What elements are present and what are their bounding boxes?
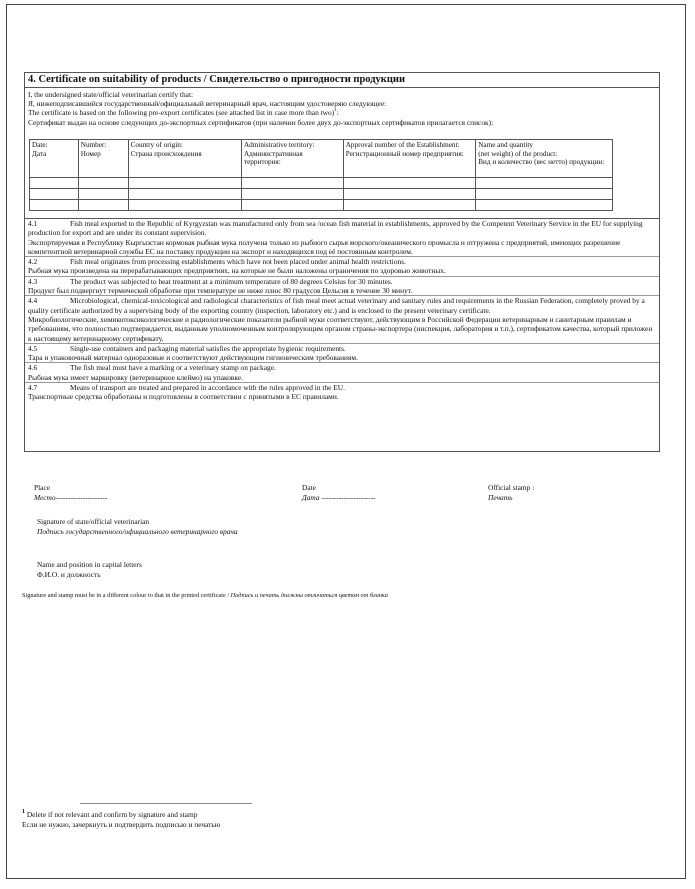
col-header-product: Name and quantity (net weight) of the product: Вид и количество (вес нетто) продукции:	[476, 140, 613, 178]
clause-text-en: Single-use containers and packaging material satisfies the appropriate hygienic requirements.	[70, 343, 346, 353]
signature-label-ru: Подпись государственного/официального ветеринарного врача	[37, 526, 238, 536]
table-cell	[30, 189, 79, 200]
colour-note-en: Signature and stamp must be in a different colour to that in the printed certificate /	[22, 592, 231, 599]
clauses-list	[25, 218, 659, 402]
clause-text-en: Means of transport are treated and prepared in accordance with the rules approved in the EU.	[70, 383, 345, 393]
clause-number: 4.3	[28, 276, 38, 286]
intro-text	[25, 88, 659, 127]
table-cell	[241, 189, 343, 200]
table-cell	[78, 178, 128, 189]
place-field	[34, 483, 107, 502]
clause-text-ru: Продукт был подвергнут термической обработке при температуре не ниже плюс 80 градусов Цельсия в течение 30 минут.	[28, 286, 413, 296]
clause-text-ru: Рыбная мука имеет маркировку (ветеринарное клеймо) на упаковке.	[28, 372, 243, 382]
col-header-territory: Administrative territory: Административная территория:	[241, 140, 343, 178]
name-position-label-ru: Ф.И.О. и должность	[37, 569, 101, 579]
footnote-text-ru: Если не нужно, зачеркнуть и подтвердить подписью и печатью	[22, 820, 221, 829]
table-row	[30, 189, 613, 200]
clause-text-ru: Рыбная мука произведена на перерабатывающих предприятиях, на которые не были наложены ограничения по здоровью животных.	[28, 266, 446, 276]
date-label-ru: Дата ----------------------	[302, 492, 376, 502]
clause-number: 4.7	[28, 383, 38, 393]
table-cell	[476, 200, 613, 211]
col-header-country: Country of origin: Страна происхождения	[128, 140, 241, 178]
table-cell	[476, 189, 613, 200]
clause-4-4	[25, 296, 659, 343]
clause-text-en: Fish meal originates from processing establishments which have not been placed under animal health restrictions.	[70, 257, 406, 267]
date-field	[302, 483, 376, 502]
veterinarian-signature-field	[37, 517, 238, 536]
colour-note	[22, 592, 388, 599]
table-cell	[78, 189, 128, 200]
table-cell	[128, 200, 241, 211]
signature-label: Signature of state/official veterinarian	[37, 517, 150, 526]
clause-number: 4.6	[28, 363, 38, 373]
clause-text-en: Microbiological, chemical-toxicological and radiological characteristics of fish meal meet actual veterinary and sanitary rules and requirements in the Russian Federation, completely proved by a quality certificate authorized by a supervising body of the exporting country (inspection, laboratory etc.) and is enclosed to the present veterinary certificate.	[28, 296, 645, 315]
table-cell	[241, 178, 343, 189]
clause-text-ru: Тара и упаковочный материал одноразовые и соответствуют действующим гигиеническим требованиям.	[28, 353, 358, 363]
official-stamp-field	[488, 483, 534, 502]
name-position-field	[37, 560, 142, 579]
clause-text-ru: Транспортные средства обработаны и подготовлены в соответствии с принятыми в ЕС правилами.	[28, 392, 339, 402]
clause-4-3	[25, 277, 659, 297]
col-header-number: Number: Номер	[78, 140, 128, 178]
colour-note-ru: Подпись и печать должны отличаться цветом от бланка	[230, 592, 388, 599]
place-label-ru: Место---------------------	[34, 492, 108, 502]
clause-number: 4.1	[28, 219, 38, 228]
table-cell	[30, 200, 79, 211]
clause-number: 4.2	[28, 257, 38, 267]
footnote	[22, 810, 220, 830]
clause-text-en: Fish meal exported to the Republic of Kyrgyzstan was manufactured only from sea /ocean fish material in establishments, approved by the Competent Veterinary Service in the EU for supplying production for export and are under its constant supervision.	[28, 219, 643, 238]
section-title: 4. Certificate on suitability of products / Свидетельство о пригодности продукции	[25, 73, 659, 88]
clause-4-1	[25, 219, 659, 257]
clause-number: 4.5	[28, 343, 38, 353]
col-header-date: Date: Дата	[30, 140, 79, 178]
clause-text-en: The fish meal must have a marking or a veterinary stamp on package.	[70, 363, 276, 373]
intro-line-1: I, the undersigned state/official veterinarian certify that:	[28, 90, 194, 99]
place-label: Place	[34, 483, 51, 492]
intro-line-4: Сертификат выдан на основе следующих до-экспортных сертификатов (при наличии более двух до-экспортных сертификатов прилагается список):	[28, 117, 494, 127]
col-header-approval: Approval number of the Establishment: Регистрационный номер предприятия:	[343, 140, 476, 178]
footnote-mark: 1	[334, 108, 337, 114]
clause-4-5	[25, 344, 659, 364]
clause-number: 4.4	[28, 296, 38, 306]
clause-text-ru: Экспортируемая в Республику Кыргызстан кормовая рыбная мука получена только из рыбного сырья морского/океанического промысла и отгружена с предприятий, имеющих разрешение компетентной ветеринарной службы ЕС на поставку продукции на экспорт и находящихся под её постоянным контролем.	[28, 237, 621, 256]
stamp-label: Official stamp :	[488, 483, 535, 492]
table-cell	[476, 178, 613, 189]
certificate-section	[24, 72, 660, 452]
footnote-text-en: Delete if not relevant and confirm by signature and stamp	[25, 810, 198, 819]
table-cell	[343, 189, 476, 200]
table-cell	[343, 200, 476, 211]
clause-4-2	[25, 257, 659, 277]
table-cell	[241, 200, 343, 211]
table-cell	[128, 189, 241, 200]
table-row	[30, 178, 613, 189]
table-row	[30, 200, 613, 211]
footnote-number: 1	[22, 809, 25, 815]
stamp-label-ru: Печать	[488, 492, 513, 502]
clause-4-6	[25, 363, 659, 383]
date-label: Date	[302, 483, 316, 492]
clause-text-en: The product was subjected to heat treatment at a minimum temperature of 80 degrees Celsius for 30 minutes.	[70, 276, 393, 286]
footnote-divider	[80, 803, 252, 804]
intro-line-2: Я, нижеподписавшийся государственный/официальный ветеринарный врач, настоящим удостоверяю следующее:	[28, 99, 387, 109]
name-position-label: Name and position in capital letters	[37, 560, 142, 569]
table-cell	[30, 178, 79, 189]
intro-line-3: The certificate is based on the following pre-export certificates (see attached list in case more than two)$^1$:	[28, 108, 339, 118]
clause-4-7	[25, 383, 659, 402]
table-cell	[128, 178, 241, 189]
table-cell	[78, 200, 128, 211]
pre-export-certificates-table	[29, 139, 613, 211]
clause-text-ru: Микробиологические, химикотоксикологические и радиологические показатели рыбной муки соответствуют, действующим в Российской Федерации ветеринарным и санитарным правилам и требованиям, что полностью подтверждается, выданным уполномоченным контролирующим органом страны-экспортера (инспекция, лаборатория и т.п.), сертификатом качества, который приложен к настоящему ветеринарному сертификату.	[28, 314, 653, 343]
table-cell	[343, 178, 476, 189]
